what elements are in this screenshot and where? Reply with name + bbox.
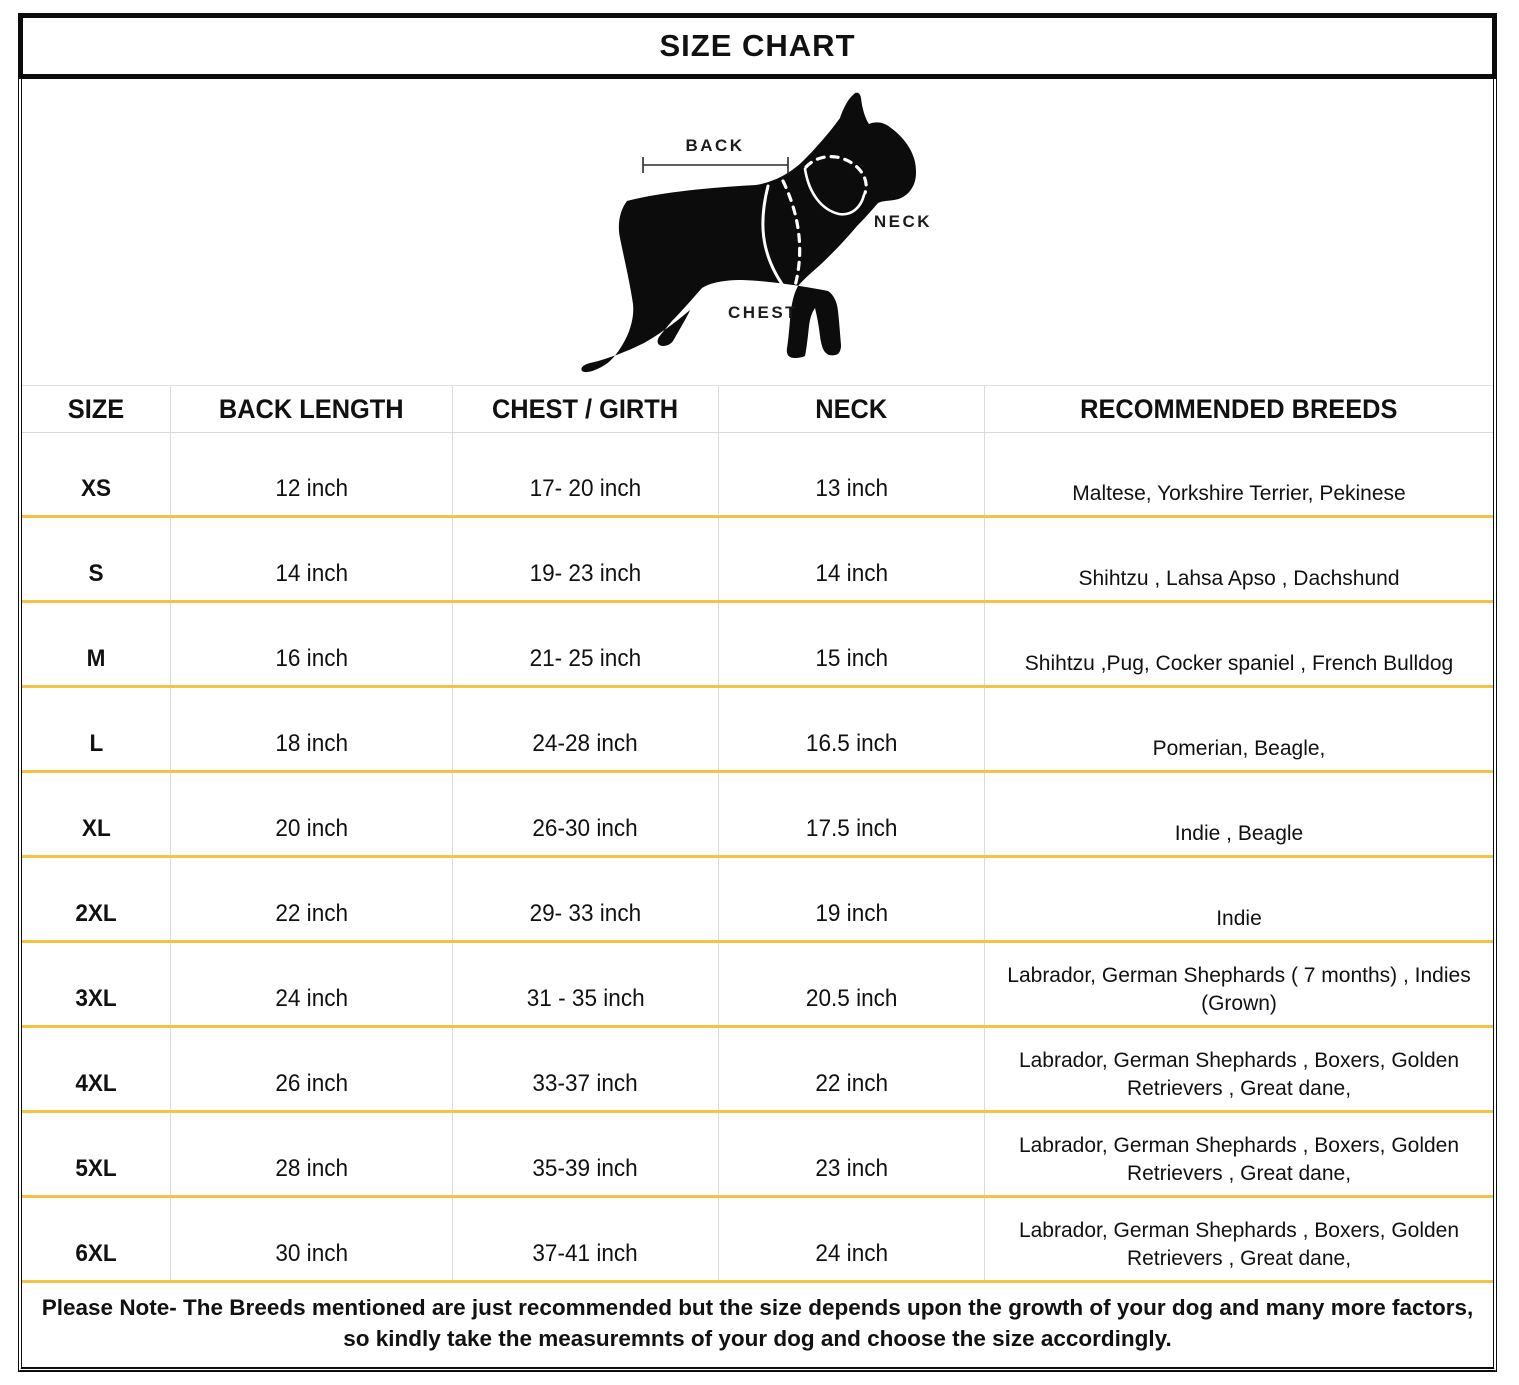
chest-girth-cell: 35-39 inch	[453, 1113, 719, 1195]
chest-girth-cell: 17- 20 inch	[453, 433, 719, 515]
back-length-cell: 30 inch	[171, 1198, 453, 1280]
back-length-cell: 28 inch	[171, 1113, 453, 1195]
neck-cell: 20.5 inch	[719, 943, 985, 1025]
size-cell: S	[22, 518, 171, 600]
breeds-cell: Maltese, Yorkshire Terrier, Pekinese	[1072, 482, 1406, 505]
size-cell: 6XL	[22, 1198, 171, 1280]
chest-girth-cell: 29- 33 inch	[453, 858, 719, 940]
chest-girth-cell: 31 - 35 inch	[453, 943, 719, 1025]
breeds-cell: Indie	[1216, 907, 1262, 930]
breeds-cell: Labrador, German Shephards , Boxers, Golden Retrievers , Great dane,	[1018, 1049, 1460, 1100]
table-row	[22, 603, 1493, 688]
table-row	[22, 943, 1493, 1028]
breeds-cell: Indie , Beagle	[1174, 822, 1304, 845]
back-label: BACK	[685, 136, 745, 155]
page-title: SIZE CHART	[659, 28, 856, 63]
breeds-cell: Shihtzu ,Pug, Cocker spaniel , French Bulldog	[1024, 652, 1454, 675]
size-chart-title-box	[18, 13, 1497, 79]
size-cell: XS	[22, 433, 171, 515]
chest-girth-cell: 24-28 inch	[453, 688, 719, 770]
back-length-cell: 14 inch	[171, 518, 453, 600]
chest-girth-cell: 19- 23 inch	[453, 518, 719, 600]
size-cell: 4XL	[22, 1028, 171, 1110]
neck-cell: 17.5 inch	[719, 773, 985, 855]
size-cell: XL	[22, 773, 171, 855]
size-cell: 2XL	[22, 858, 171, 940]
table-row	[22, 518, 1493, 603]
neck-cell: 13 inch	[719, 433, 985, 515]
neck-cell: 22 inch	[719, 1028, 985, 1110]
size-cell: M	[22, 603, 171, 685]
table-row	[22, 1028, 1493, 1113]
chest-girth-cell: 33-37 inch	[453, 1028, 719, 1110]
size-cell: L	[22, 688, 171, 770]
back-length-cell: 26 inch	[171, 1028, 453, 1110]
neck-cell: 14 inch	[719, 518, 985, 600]
breeds-cell: Pomerian, Beagle,	[1152, 737, 1326, 760]
neck-cell: 23 inch	[719, 1113, 985, 1195]
header-neck: NECK	[719, 386, 985, 432]
neck-label: NECK	[873, 212, 933, 231]
back-length-cell: 18 inch	[171, 688, 453, 770]
back-length-cell: 20 inch	[171, 773, 453, 855]
back-length-cell: 12 inch	[171, 433, 453, 515]
table-row	[22, 858, 1493, 943]
note-text: Please Note- The Breeds mentioned are just recommended but the size depends upon the growth of your dog and many more factors, so kindly take the measuremnts of your dog and choose the size accordingly.	[41, 1295, 1474, 1351]
back-length-cell: 16 inch	[171, 603, 453, 685]
neck-cell: 15 inch	[719, 603, 985, 685]
chest-label: CHEST	[727, 303, 799, 322]
neck-cell: 24 inch	[719, 1198, 985, 1280]
neck-cell: 19 inch	[719, 858, 985, 940]
size-chart-body	[18, 79, 1497, 1372]
table-header-row	[22, 385, 1493, 433]
table-row	[22, 1198, 1493, 1283]
header-recommended-breeds: RECOMMENDED BREEDS	[1080, 393, 1398, 424]
table-row	[22, 433, 1493, 518]
chest-girth-cell: 21- 25 inch	[453, 603, 719, 685]
dog-measurement-diagram	[560, 88, 942, 380]
size-cell: 5XL	[22, 1113, 171, 1195]
chest-girth-cell: 26-30 inch	[453, 773, 719, 855]
size-table	[22, 385, 1493, 1283]
breeds-cell: Labrador, German Shephards , Boxers, Golden Retrievers , Great dane,	[1018, 1219, 1460, 1270]
header-chest-girth: CHEST / GIRTH	[453, 386, 719, 432]
table-row	[22, 688, 1493, 773]
size-cell: 3XL	[22, 943, 171, 1025]
table-body	[22, 433, 1493, 1283]
back-length-cell: 22 inch	[171, 858, 453, 940]
breeds-cell: Shihtzu , Lahsa Apso , Dachshund	[1078, 567, 1400, 590]
dog-silhouette-icon	[581, 93, 916, 372]
breeds-cell: Labrador, German Shephards ( 7 months) , Indies (Grown)	[1007, 964, 1471, 1015]
back-length-cell: 24 inch	[171, 943, 453, 1025]
breeds-cell: Labrador, German Shephards , Boxers, Golden Retrievers , Great dane,	[1018, 1134, 1460, 1185]
neck-cell: 16.5 inch	[719, 688, 985, 770]
header-size: SIZE	[22, 386, 171, 432]
note-box	[22, 1283, 1493, 1363]
table-row	[22, 773, 1493, 858]
table-row	[22, 1113, 1493, 1198]
header-back-length: BACK LENGTH	[171, 386, 453, 432]
chest-girth-cell: 37-41 inch	[453, 1198, 719, 1280]
